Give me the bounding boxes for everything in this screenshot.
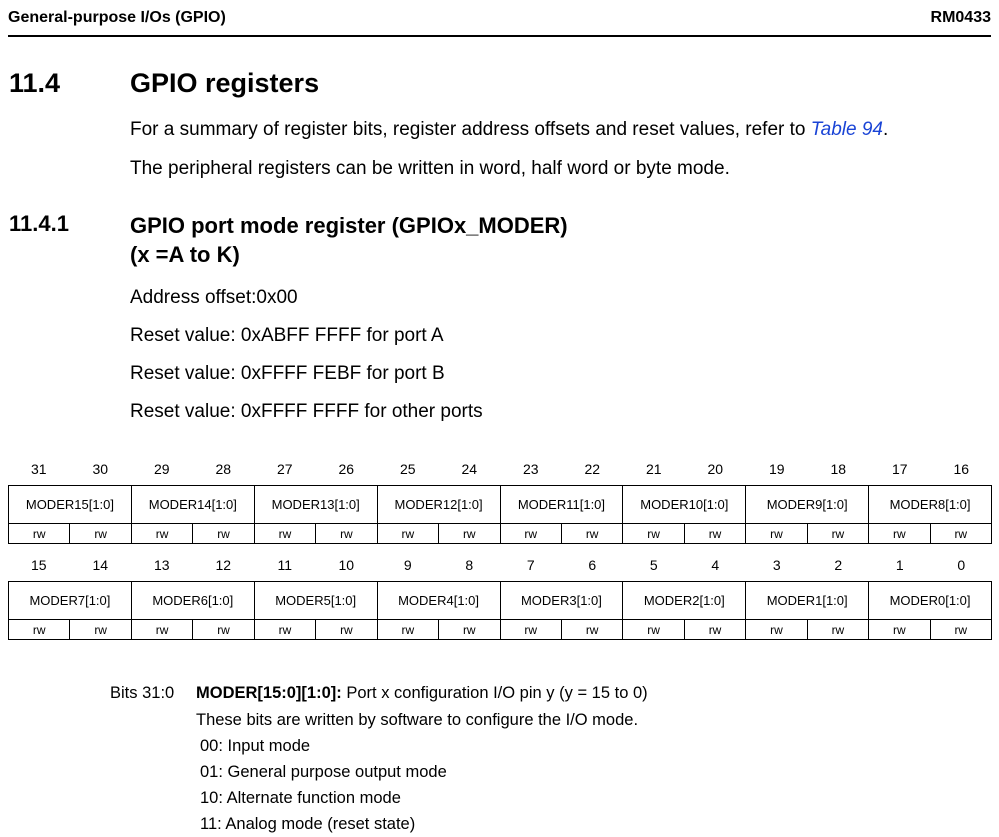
access-cell: rw <box>439 524 500 544</box>
bits-description-heading <box>196 684 648 703</box>
access-cell: rw <box>439 620 500 640</box>
access-cell: rw <box>869 620 930 640</box>
access-cell: rw <box>746 524 807 544</box>
address-offset: Address offset:0x00 <box>130 287 298 308</box>
access-cell: rw <box>254 524 315 544</box>
bit-number: 16 <box>953 461 970 477</box>
bits-description-line: These bits are written by software to configure the I/O mode. <box>196 711 639 729</box>
section-title: GPIO registers <box>130 68 320 98</box>
subsection-title-line2: (x =A to K) <box>130 242 240 267</box>
bit-number: 15 <box>30 557 47 573</box>
lower-register-table <box>8 581 992 640</box>
field-cell: MODER6[1:0] <box>131 582 254 620</box>
bit-number: 2 <box>834 557 843 573</box>
upper-access-row <box>9 524 992 544</box>
access-cell: rw <box>131 524 192 544</box>
bits-label: Bits 31:0 <box>110 684 175 702</box>
lower-field-row <box>9 582 992 620</box>
field-cell: MODER5[1:0] <box>254 582 377 620</box>
field-cell: MODER10[1:0] <box>623 486 746 524</box>
bit-number: 12 <box>215 557 232 573</box>
access-cell: rw <box>70 524 131 544</box>
access-cell: rw <box>254 620 315 640</box>
mode-option: 11: Analog mode (reset state) <box>200 815 416 833</box>
access-cell: rw <box>377 620 438 640</box>
field-cell: MODER1[1:0] <box>746 582 869 620</box>
bit-number: 17 <box>891 461 908 477</box>
access-cell: rw <box>9 620 70 640</box>
intro-text: For a summary of register bits, register address offsets and reset values, refer to <box>130 119 811 140</box>
access-cell: rw <box>316 524 377 544</box>
write-mode-paragraph: The peripheral registers can be written in word, half word or byte mode. <box>130 158 730 179</box>
bit-number: 11 <box>277 557 293 573</box>
header-chapter-title: General-purpose I/Os (GPIO) <box>8 9 226 26</box>
access-cell: rw <box>377 524 438 544</box>
bit-number: 14 <box>92 557 109 573</box>
field-cell: MODER14[1:0] <box>131 486 254 524</box>
bit-number: 28 <box>215 461 232 477</box>
bit-number: 24 <box>461 461 478 477</box>
field-cell: MODER0[1:0] <box>869 582 992 620</box>
section-number: 11.4 <box>9 68 61 98</box>
field-cell: MODER8[1:0] <box>869 486 992 524</box>
field-cell: MODER9[1:0] <box>746 486 869 524</box>
bit-number: 19 <box>768 461 785 477</box>
access-cell: rw <box>930 524 991 544</box>
access-cell: rw <box>807 524 868 544</box>
reset-value-port-b: Reset value: 0xFFFF FEBF for port B <box>130 363 445 384</box>
field-cell: MODER2[1:0] <box>623 582 746 620</box>
subsection-number: 11.4.1 <box>9 211 69 236</box>
bit-number: 3 <box>772 557 781 573</box>
bit-number: 7 <box>526 557 535 573</box>
header-doc-id: RM0433 <box>930 9 991 26</box>
bit-number: 25 <box>399 461 416 477</box>
upper-field-row <box>9 486 992 524</box>
access-cell: rw <box>561 620 622 640</box>
bit-number: 29 <box>153 461 170 477</box>
mode-option: 01: General purpose output mode <box>200 763 447 781</box>
field-cell: MODER7[1:0] <box>9 582 132 620</box>
access-cell: rw <box>561 524 622 544</box>
access-cell: rw <box>500 524 561 544</box>
access-cell: rw <box>623 620 684 640</box>
field-name: MODER[15:0][1:0]: <box>196 684 342 702</box>
bit-number: 0 <box>957 557 966 573</box>
access-cell: rw <box>9 524 70 544</box>
access-cell: rw <box>684 524 745 544</box>
bit-number: 13 <box>153 557 170 573</box>
bit-number: 30 <box>92 461 109 477</box>
bit-number: 6 <box>588 557 597 573</box>
bit-number: 20 <box>707 461 724 477</box>
subsection-title <box>130 211 568 269</box>
reset-value-other-ports: Reset value: 0xFFFF FFFF for other ports <box>130 401 483 422</box>
bit-number: 27 <box>276 461 293 477</box>
bit-number: 10 <box>338 557 355 573</box>
mode-option: 00: Input mode <box>200 737 311 755</box>
field-cell: MODER12[1:0] <box>377 486 500 524</box>
intro-paragraph <box>130 119 888 141</box>
mode-option: 10: Alternate function mode <box>200 789 401 807</box>
bit-number: 9 <box>403 557 412 573</box>
intro-period: . <box>882 119 889 140</box>
field-summary: Port x configuration I/O pin y (y = 15 to 0) <box>341 684 648 702</box>
reset-value-port-a: Reset value: 0xABFF FFFF for port A <box>130 325 444 346</box>
upper-bit-numbers <box>8 461 992 481</box>
field-cell: MODER13[1:0] <box>254 486 377 524</box>
access-cell: rw <box>316 620 377 640</box>
access-cell: rw <box>70 620 131 640</box>
bit-number: 22 <box>584 461 601 477</box>
access-cell: rw <box>193 524 254 544</box>
bit-number: 5 <box>649 557 658 573</box>
bit-number: 1 <box>895 557 904 573</box>
upper-register-table <box>8 485 992 544</box>
access-cell: rw <box>807 620 868 640</box>
bit-number: 26 <box>338 461 355 477</box>
table-94-link[interactable]: Table 94 <box>810 119 883 140</box>
access-cell: rw <box>930 620 991 640</box>
access-cell: rw <box>131 620 192 640</box>
access-cell: rw <box>623 524 684 544</box>
field-cell: MODER15[1:0] <box>9 486 132 524</box>
lower-bit-numbers <box>8 557 992 577</box>
field-cell: MODER3[1:0] <box>500 582 623 620</box>
access-cell: rw <box>746 620 807 640</box>
bit-number: 31 <box>30 461 47 477</box>
field-cell: MODER4[1:0] <box>377 582 500 620</box>
bit-number: 8 <box>465 557 474 573</box>
access-cell: rw <box>193 620 254 640</box>
bit-number: 21 <box>645 461 662 477</box>
page-header <box>8 6 991 37</box>
subsection-title-line1: GPIO port mode register (GPIOx_MODER) <box>130 213 568 238</box>
access-cell: rw <box>500 620 561 640</box>
bit-number: 4 <box>711 557 720 573</box>
lower-access-row <box>9 620 992 640</box>
bit-number: 23 <box>522 461 539 477</box>
field-cell: MODER11[1:0] <box>500 486 623 524</box>
access-cell: rw <box>869 524 930 544</box>
bit-number: 18 <box>830 461 847 477</box>
access-cell: rw <box>684 620 745 640</box>
